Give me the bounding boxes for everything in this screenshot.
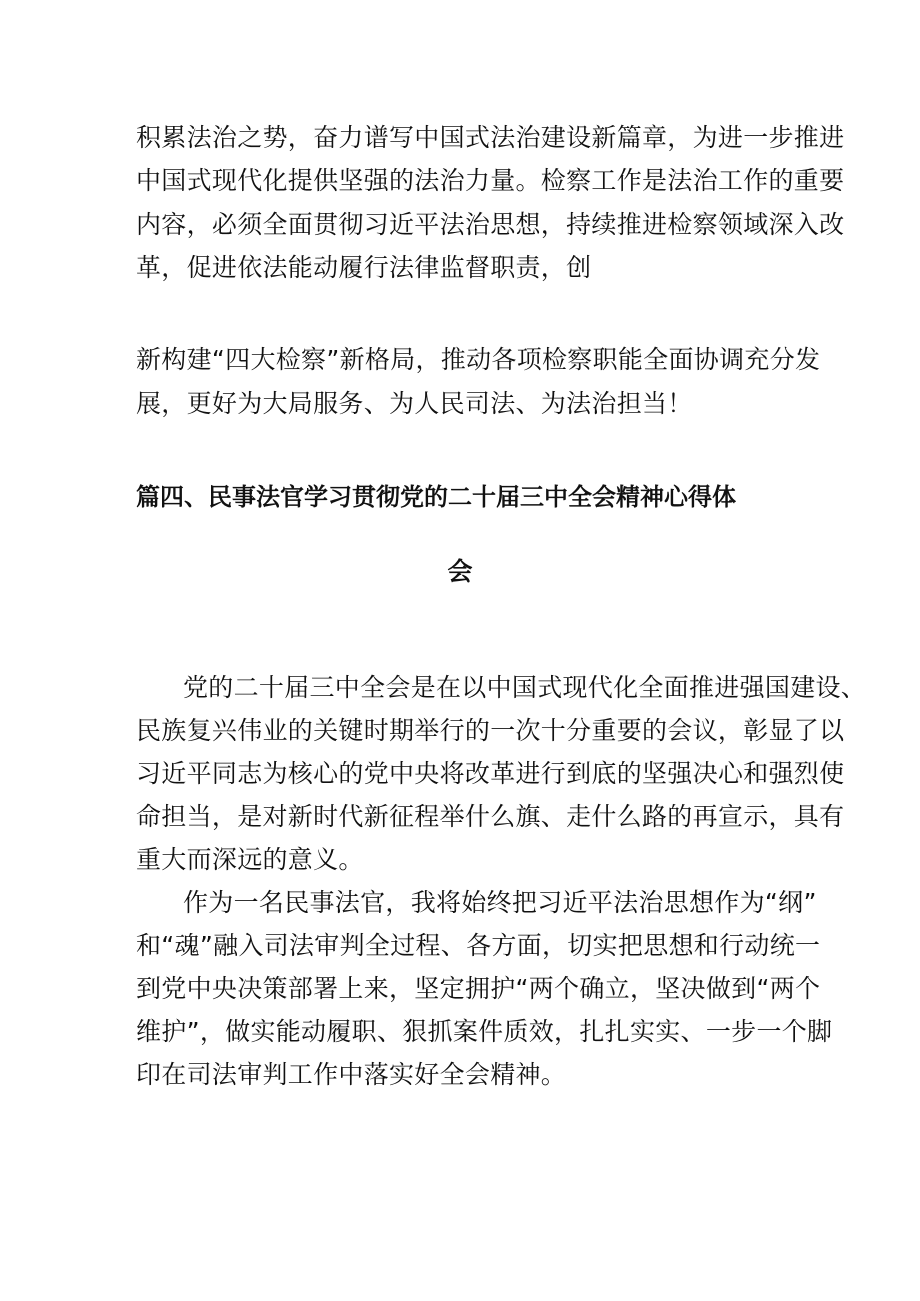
text-line: 积累法治之势，奋力谱写中国式法治建设新篇章，为进一步推进 — [136, 123, 845, 152]
paragraph-line: 重大而深远的意义。 — [136, 845, 364, 874]
text-line: 展，更好为大局服务、为人民司法、为法治担当！ — [136, 389, 693, 418]
section-heading-continuation: 会 — [447, 557, 473, 586]
text-line: 新构建“四大检察”新格局，推动各项检察职能全面协调充分发 — [136, 345, 821, 374]
text-line: 内容，必须全面贯彻习近平法治思想，持续推进检察领域深入改 — [136, 210, 845, 239]
paragraph-line: 党的二十届三中全会是在以中国式现代化全面推进强国建设、 — [183, 673, 867, 702]
paragraph-line: 习近平同志为核心的党中央将改革进行到底的坚强决心和强烈使 — [136, 759, 845, 788]
paragraph-line: 到党中央决策部署上来，坚定拥护“两个确立，坚决做到“两个 — [136, 974, 821, 1003]
paragraph-line: 作为一名民事法官，我将始终把习近平法治思想作为“纲” — [183, 888, 817, 917]
paragraph-line: 民族复兴伟业的关键时期举行的一次十分重要的会议，彰显了以 — [136, 716, 845, 745]
paragraph-line: 命担当，是对新时代新征程举什么旗、走什么路的再宣示，具有 — [136, 802, 845, 831]
paragraph-line: 印在司法审判工作中落实好全会精神。 — [136, 1060, 567, 1089]
paragraph-line: 和“魂”融入司法审判全过程、各方面，切实把思想和行动统一 — [136, 931, 821, 960]
text-line: 革，促进依法能动履行法律监督职责，创 — [136, 253, 592, 282]
section-heading: 篇四、民事法官学习贯彻党的二十届三中全会精神心得体 — [136, 483, 736, 511]
text-line: 中国式现代化提供坚强的法治力量。检察工作是法治工作的重要 — [136, 166, 845, 195]
paragraph-line: 维护”，做实能动履职、狠抓案件质效，扎扎实实、一步一个脚 — [136, 1017, 833, 1046]
